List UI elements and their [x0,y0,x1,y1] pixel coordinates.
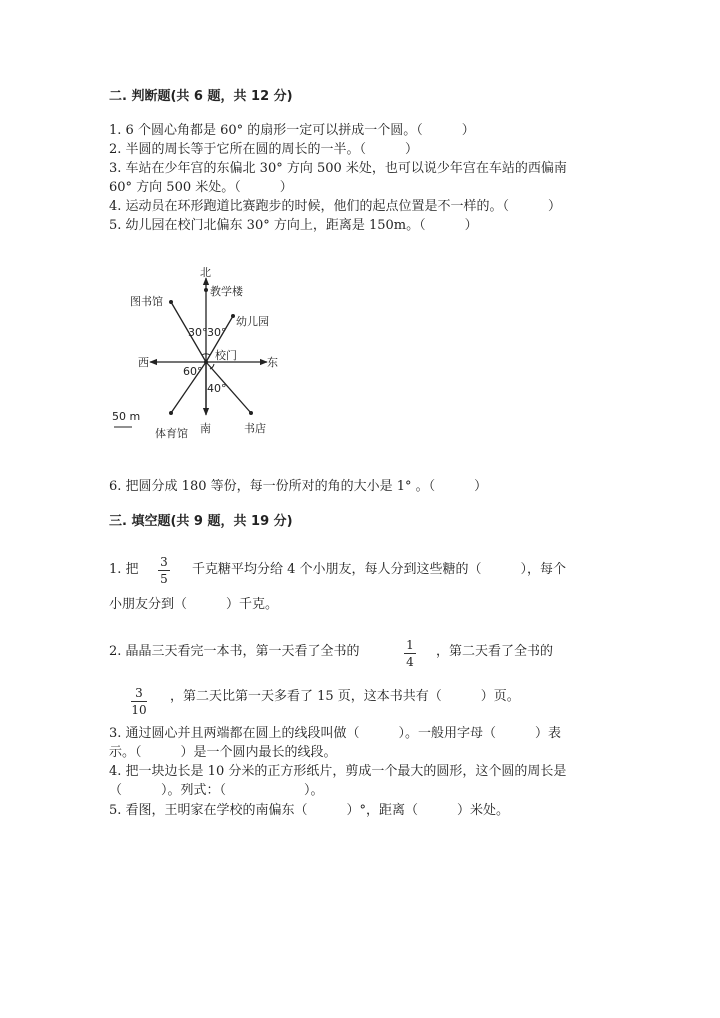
school-gate-label: 校门 [215,349,237,362]
fill-question-2: 2. 晶晶三天看完一本书，第一天看了全书的 [109,644,360,659]
angle-label: 60° [183,365,203,378]
judge-question-4: 4. 运动员在环形跑道比赛跑步的时候，他们的起点位置是不一样的。（ ） [109,199,562,214]
angle-label: 30° [188,326,208,339]
fraction-3-10 [131,686,147,717]
denominator: 4 [406,655,414,669]
south-label: 南 [200,422,211,435]
fill-question-1-cont: 小朋友分到（ ）千克。 [109,597,279,612]
section-2-heading: 二. 判断题(共 6 题，共 12 分) [109,89,293,104]
fill-question-5: 5. 看图，王明家在学校的南偏东（ ）°，距离（ ）米处。 [109,803,510,818]
angle-label: 40° [207,382,227,395]
judge-question-3: 3. 车站在少年宫的东偏北 30° 方向 500 米处，也可以说少年宫在车站的西偏南 [109,161,567,176]
library-label: 图书馆 [130,295,163,308]
denominator: 5 [160,572,168,586]
fill-question-3-cont: 示。（ ）是一个圆内最长的线段。 [109,745,337,760]
fraction-3-5 [158,555,170,586]
fill-question-1-text: 千克糖平均分给 4 个小朋友，每人分到这些糖的（ ），每个 [192,562,567,577]
fill-question-3: 3. 通过圆心并且两端都在圆上的线段叫做（ ）。一般用字母（ ）表 [109,726,562,741]
numerator: 3 [160,555,168,569]
direction-diagram [100,260,300,450]
kindergarten-label: 幼儿园 [236,315,269,328]
scale-label: 50 m [112,410,141,423]
judge-question-6: 6. 把圆分成 180 等份，每一份所对的角的大小是 1° 。（ ） [109,479,488,494]
fill-question-4: 4. 把一块边长是 10 分米的正方形纸片，剪成一个最大的圆形，这个圆的周长是 [109,764,567,779]
section-3-heading: 三. 填空题(共 9 题，共 19 分) [109,514,293,529]
judge-question-3-cont: 60° 方向 500 米处。（ ） [109,180,293,195]
fill-question-4-cont: （ ）。列式：（ ）。 [109,783,324,798]
east-label: 东 [267,356,278,369]
fill-question-1: 1. 把 [109,562,139,577]
north-label: 北 [200,266,211,279]
fill-question-2-cont: ，第二天比第一天多看了 15 页，这本书共有（ ）页。 [170,689,520,704]
angle-label: 30° [207,326,227,339]
numerator: 1 [406,638,414,652]
sports-hall-label: 体育馆 [155,427,188,440]
judge-question-1: 1. 6 个圆心角都是 60° 的扇形一定可以拼成一个圆。（ ） [109,123,475,138]
fill-question-2-text: ，第二天看了全书的 [436,644,554,659]
west-label: 西 [138,356,149,369]
teaching-building-label: 教学楼 [210,285,243,298]
judge-question-2: 2. 半圆的周长等于它所在圆的周长的一半。（ ） [109,142,419,157]
judge-question-5: 5. 幼儿园在校门北偏东 30° 方向上，距离是 150m。（ ） [109,218,478,233]
numerator: 3 [135,686,143,700]
bookstore-label: 书店 [244,422,266,435]
denominator: 10 [131,703,147,717]
fraction-1-4 [404,638,416,669]
